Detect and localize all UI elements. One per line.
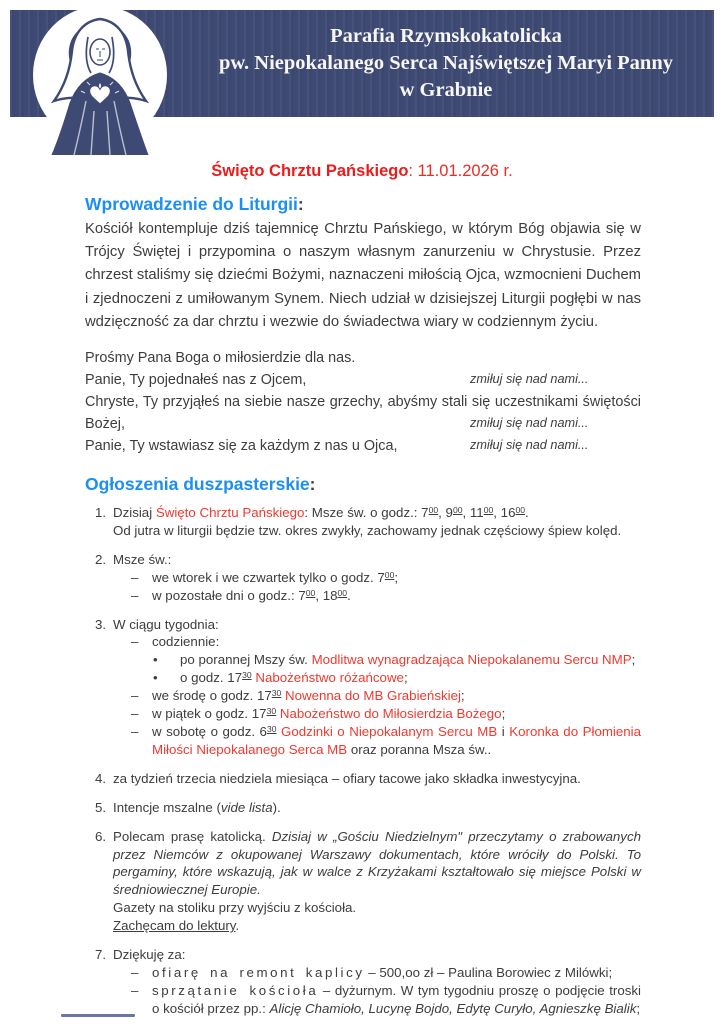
sub-item-dash: [113, 723, 641, 759]
intro-heading-text: Wprowadzenie do Liturgii: [85, 194, 298, 214]
bulletin-content: [85, 193, 641, 1024]
text-segment: ;: [403, 670, 408, 686]
announcement-item: [85, 770, 641, 788]
text-segment: oraz poranna Msza św..: [347, 741, 492, 757]
item-number: 3.: [95, 616, 107, 632]
section-heading-announcements: [85, 473, 641, 495]
litany-intro: Prośmy Pana Boga o miłosierdzie dla nas.: [85, 350, 356, 367]
scan-footer-mark: [61, 1014, 135, 1017]
text-segment: , 16: [493, 505, 516, 521]
text-segment: w piątek o godz. 17: [152, 706, 267, 722]
announcement-item: [85, 504, 641, 540]
dash-marker: –: [131, 723, 139, 739]
text-segment: Nowenna do MB Grabieńskiej: [285, 688, 461, 704]
text-segment: ;: [460, 688, 465, 704]
text-segment: 00: [305, 587, 316, 598]
text-segment: Koronka do Płomienia Miłości Niepokalanego Serca MB: [152, 723, 642, 757]
sub-item-dash: [113, 633, 641, 651]
petition-text: Chryste, Ty przyjąłeś na siebie nasze grzechy, abyśmy stali się uczestnikami świętości Bożej,: [85, 394, 641, 433]
item-paragraph: [113, 899, 641, 917]
dash-marker: –: [131, 964, 139, 980]
text-segment: ).: [272, 799, 281, 815]
sub-item-dash: [113, 687, 641, 705]
text-segment: 30: [266, 723, 277, 734]
bullet-marker: •: [153, 652, 158, 668]
announcement-item: [85, 799, 641, 817]
feast-date: : 11.01.2026 r.: [408, 162, 513, 180]
dash-marker: –: [131, 688, 139, 704]
item-paragraph: [113, 522, 641, 540]
section-heading-intro: [85, 193, 641, 215]
item-number: 6.: [95, 828, 107, 844]
text-segment: codziennie:: [152, 634, 220, 650]
litany-response: zmiłuj się nad nami...: [470, 372, 589, 387]
text-segment: Godzinki o Niepokalanym Sercu MB: [281, 723, 498, 739]
text-segment: w sobotę o godz. 6: [152, 723, 267, 739]
text-segment: 00: [428, 505, 439, 516]
litany-response: zmiłuj się nad nami...: [470, 438, 589, 453]
text-segment: po porannej Mszy św.: [180, 652, 312, 668]
announcement-item: [85, 551, 641, 605]
dash-marker: –: [131, 982, 139, 998]
text-segment: 00: [452, 505, 463, 516]
text-segment: 00: [337, 587, 348, 598]
text-segment: Polecam prasę katolicką.: [113, 828, 272, 844]
text-segment: vide lista: [220, 799, 273, 815]
text-segment: : Msze św. o godz.: 7: [304, 505, 429, 521]
item-paragraph: [113, 799, 641, 817]
text-segment: za tydzień trzecia niedziela miesiąca – ofiary tacowe jako składka inwestycyjna.: [113, 770, 581, 786]
item-paragraph: [113, 616, 641, 634]
text-segment: Nabożeństwo do Miłosierdzia Bożego: [279, 706, 502, 722]
feast-name: Święto Chrztu Pańskiego: [211, 162, 409, 180]
text-segment: Od jutra w liturgii będzie tzw. okres zwykły, zachowamy jednak częściowy śpiew kolęd.: [113, 522, 622, 538]
text-segment: .: [347, 587, 351, 603]
text-segment: Intencje mszalne (: [113, 799, 221, 815]
sub-item-dash: [113, 982, 641, 1018]
sub-item-dash: [113, 587, 641, 605]
item-number: 4.: [95, 770, 107, 786]
announcements-heading-text: Ogłoszenia duszpasterskie: [85, 474, 310, 495]
text-segment: Zachęcam do lektury: [113, 918, 236, 934]
text-segment: Święto Chrztu Pańskiego: [155, 505, 305, 521]
sub-item-dash: [113, 569, 641, 587]
parish-name: [178, 10, 714, 117]
text-segment: ;: [631, 652, 636, 668]
text-segment: Dzisiaj: [113, 505, 156, 521]
intro-paragraph: Kościół kontempluje dziś tajemnicę Chrztu Pańskiego, w którym Bóg objawia się w Trójcy Świętej i przypomina o naszym własnym zanurzeniu w Chrystusie. Przez chrzest staliśmy się dziećmi Bożymi, naznaczeni miłością Ojca, wzmocnieni Duchem i zjednoczeni z umiłowanym Synem. Niech udział w dzisiejszej Liturgii pogłębi w nas wdzięczność za dar chrztu i wezwie do świadectwa wiary w codziennym życiu.: [85, 221, 641, 330]
item-paragraph: [113, 917, 641, 935]
text-segment: Nabożeństwo różańcowe: [255, 670, 404, 686]
text-segment: 30: [266, 706, 277, 717]
item-number: 7.: [95, 947, 107, 963]
text-segment: Dziękuję za:: [113, 947, 186, 963]
litany-section: [85, 347, 641, 457]
text-segment: 30: [242, 670, 252, 681]
text-segment: Modlitwa wynagradzająca Niepokalanemu Sercu NMP: [311, 652, 632, 668]
virgin-mary-emblem: [28, 5, 174, 155]
text-segment: .: [525, 505, 529, 521]
text-segment: ofiarę na remont kaplicy: [152, 964, 365, 980]
text-segment: W ciągu tygodnia:: [113, 616, 219, 632]
text-segment: – dyżurnym. W tym tygodniu proszę o podjęcie troski o kościół przez pp.:: [152, 982, 641, 1016]
dash-marker: –: [131, 706, 139, 722]
announcements-section: [85, 473, 641, 1018]
text-segment: , 11: [462, 505, 484, 521]
text-segment: w pozostałe dni o godz.: 7: [152, 587, 306, 603]
petition-text: Panie, Ty wstawiasz się za każdym z nas u Ojca,: [85, 438, 398, 455]
item-number: 5.: [95, 799, 107, 815]
parish-name-line: w Grabnie: [399, 79, 493, 101]
dash-marker: –: [131, 587, 139, 603]
litany-rows: [85, 369, 641, 457]
litany-petition: [85, 369, 641, 391]
litany-petition: [85, 391, 641, 435]
sub-item-dash: [113, 964, 641, 982]
text-segment: o godz. 17: [180, 670, 243, 686]
text-segment: we środę o godz. 17: [152, 688, 272, 704]
petition-text: Panie, Ty pojednałeś nas z Ojcem,: [85, 372, 307, 389]
parish-name-line: pw. Niepokalanego Serca Najświętszej Maryi Panny: [218, 52, 673, 74]
item-paragraph: [113, 770, 641, 788]
intro-heading-colon: :: [297, 194, 304, 214]
text-segment: sprzątanie kościoła: [152, 982, 319, 998]
text-segment: Dzisiaj w „Gościu Niedzielnym" przeczytamy o zrabowanych przez Niemców z okupowanej Warszawy dokumentach, które wróciły do Polski. To pergaminy, które wskazują, jak w walce z Krzyżakami kształtowało się miejsce Polski w średniowiecznej Europie.: [113, 828, 641, 898]
announcements-heading-colon: :: [309, 474, 316, 495]
item-paragraph: [113, 828, 641, 900]
text-segment: 00: [483, 505, 494, 516]
bullet-marker: •: [153, 670, 158, 686]
virgin-mary-immaculate-heart-icon: [28, 5, 174, 155]
item-paragraph: [113, 504, 641, 522]
item-paragraph: [113, 551, 641, 569]
item-number: 1.: [95, 505, 107, 521]
text-segment: Alicję Chamioło, Lucynę Bojdo, Edytę Curyło, Agnieszkę Bialik: [269, 1000, 637, 1016]
item-paragraph: [113, 946, 641, 964]
announcement-item: [85, 946, 641, 1018]
text-segment: 30: [271, 688, 282, 699]
sub-item-dash: [113, 705, 641, 723]
litany-response: zmiłuj się nad nami...: [470, 416, 589, 431]
sub-item-bullet: [113, 651, 641, 669]
text-segment: 00: [515, 505, 526, 516]
text-segment: , 18: [315, 587, 338, 603]
announcement-item: [85, 828, 641, 935]
text-segment: .: [235, 918, 240, 934]
text-segment: Msze św.:: [113, 551, 172, 567]
litany-petition: [85, 435, 641, 457]
text-segment: Gazety na stoliku przy wyjściu z kościoła.: [113, 900, 357, 916]
text-segment: , 9: [438, 505, 453, 521]
announcement-item: [85, 616, 641, 759]
text-segment: we wtorek i we czwartek tylko o godz. 7: [152, 569, 385, 585]
text-segment: 00: [384, 569, 395, 580]
dash-marker: –: [131, 569, 139, 585]
text-segment: ;: [394, 569, 399, 585]
feast-title-line: [0, 162, 724, 181]
text-segment: i: [497, 723, 510, 739]
parish-name-line: Parafia Rzymskokatolicka: [330, 25, 562, 47]
sub-item-bullet: [113, 669, 641, 687]
text-segment: ;: [636, 1000, 641, 1016]
text-segment: ;: [501, 706, 506, 722]
dash-marker: –: [131, 634, 139, 650]
item-number: 2.: [95, 551, 107, 567]
announcement-list: [85, 504, 641, 1018]
text-segment: – 500,oo zł – Paulina Borowiec z Milówki;: [364, 964, 613, 980]
